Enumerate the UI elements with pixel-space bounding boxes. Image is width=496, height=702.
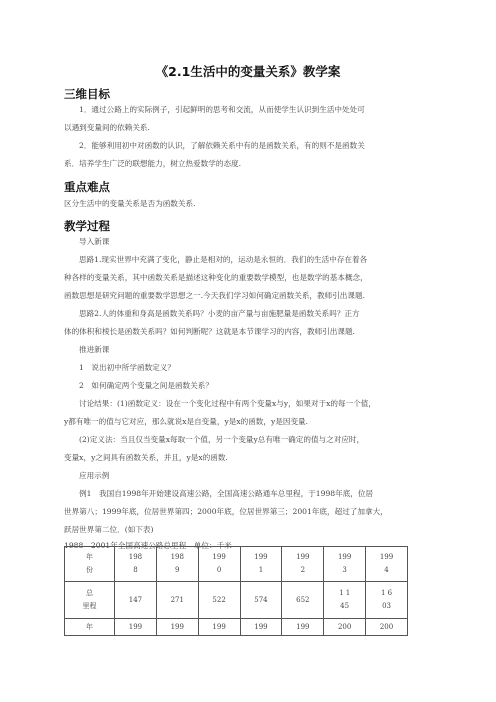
year-cell: 199 4: [366, 547, 408, 582]
highway-mileage-table-1: [64, 546, 408, 619]
idea-1-line-1: 思路1.现实世界中充满了变化，静止是相对的，运动是永恒的．我们的生活中存在着各: [79, 255, 368, 264]
idea-1-line-3: 函数思想是研究问题的重要数学思想之一.今天我们学习如何确定函数关系，教师引出课题.: [64, 291, 365, 300]
goal-2-line-1: 2．能够利用初中对函数的认识，了解依赖关系中有的是函数关系，有的则不是函数关: [79, 141, 365, 150]
discussion-1-line-2: y都有唯一的值与它对应，那么就说x是自变量，y是x的函数，y是因变量.: [64, 417, 309, 426]
year-cell: 199 2: [282, 547, 324, 582]
year-header-cell: 年 份: [65, 547, 115, 582]
year-cell: 198 8: [115, 547, 157, 582]
idea-2-line-1: 思路2.人的体重和身高是函数关系吗？小麦的亩产量与亩施肥量是函数关系吗？正方: [79, 309, 360, 318]
value-cell: 652: [282, 582, 324, 619]
year-cell: 199 3: [324, 547, 366, 582]
year-cell: 199: [115, 619, 157, 636]
table-caption: 1988—2001年全国高速公路总里程 单位：千米: [64, 541, 232, 550]
heading-key-points: 重点难点: [64, 180, 110, 194]
value-cell: 147: [115, 582, 157, 619]
year-cell: 199 0: [198, 547, 240, 582]
value-cell: 1 6 03: [366, 582, 408, 619]
table-row: [65, 547, 408, 582]
value-cell: 574: [240, 582, 282, 619]
value-cell: 522: [198, 582, 240, 619]
question-2: 2 如何确定两个变量之间是函数关系？: [79, 381, 213, 390]
year-cell: 199: [156, 619, 198, 636]
discussion-2-line-1: (2)定义法：当且仅当变量x每取一个值，另一个变量y总有唯一确定的值与之对应时，: [79, 435, 365, 444]
total-header-cell: 总 里程: [65, 582, 115, 619]
idea-2-line-2: 体的体积和棱长是函数关系吗？如何判断呢？这就是本节课学习的内容，教师引出课题.: [64, 327, 355, 336]
discussion-2-line-2: 变量x，y之间具有函数关系，并且，y是x的函数.: [64, 453, 228, 462]
year-header-cell: 年: [65, 619, 115, 636]
heading-teaching-process: 教学过程: [64, 219, 110, 233]
discussion-1-line-1: 讨论结果：(1)函数定义：设在一个变化过程中有两个变量x与y，如果对于x的每一个值，: [79, 399, 376, 408]
example-1-line-3: 跃居世界第二位．(如下表): [64, 525, 154, 534]
advance-label: 推进新课: [79, 345, 110, 354]
highway-mileage-table-2: [64, 618, 408, 636]
value-cell: 271: [156, 582, 198, 619]
idea-1-line-2: 种各样的变量关系，其中函数关系是描述这种变化的重要数学模型，也是数学的基本概念，: [64, 273, 368, 282]
example-1-line-1: 例1 我国自1998年开始建设高速公路，全国高速公路通车总里程，于1998年底，位居: [79, 489, 374, 498]
goal-1-line-2: 以遇到变量间的依赖关系.: [64, 123, 150, 132]
goal-2-line-2: 系．培养学生广泛的联想能力，树立热爱数学的态度.: [64, 159, 242, 168]
intro-label: 导入新课: [79, 237, 110, 246]
table-row: [65, 582, 408, 619]
table-row: [65, 619, 408, 636]
key-points-text: 区分生活中的变量关系是否为函数关系.: [64, 199, 196, 208]
year-cell: 199: [240, 619, 282, 636]
goal-1-line-1: 1．通过公路上的实际例子，引起鲜明的思考和交流，从而使学生认识到生活中处处可: [79, 105, 365, 114]
question-1: 1 说出初中所学函数定义？: [79, 363, 175, 372]
example-1-line-2: 世界第八；1999年底，位居世界第四；2000年底，位居世界第三；2001年底，超过了加拿大，: [64, 507, 388, 516]
year-cell: 200: [366, 619, 408, 636]
value-cell: 1 1 45: [324, 582, 366, 619]
year-cell: 199: [198, 619, 240, 636]
year-cell: 199: [282, 619, 324, 636]
page-title: 《2.1生活中的变量关系》教学案: [155, 64, 341, 79]
year-cell: 199 1: [240, 547, 282, 582]
apply-label: 应用示例: [79, 471, 110, 480]
year-cell: 200: [324, 619, 366, 636]
heading-three-goals: 三维目标: [64, 87, 110, 101]
year-cell: 198 9: [156, 547, 198, 582]
